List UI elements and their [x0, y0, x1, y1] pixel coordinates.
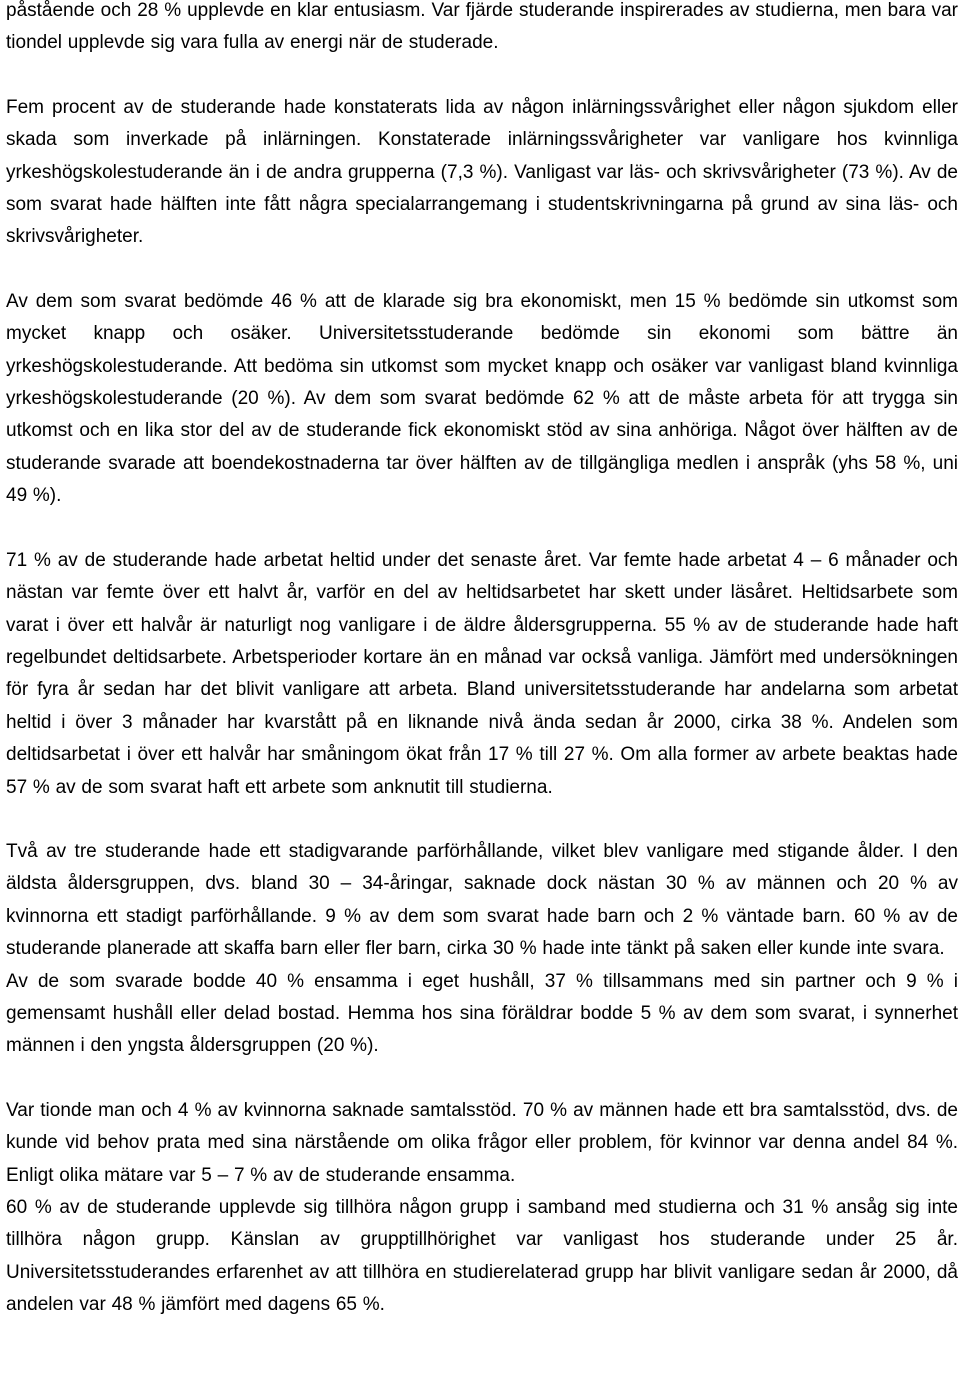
paragraph-support: Var tionde man och 4 % av kvinnorna saknade samtalsstöd. 70 % av männen hade ett bra samtalsstöd, dvs. de kunde vid behov prata med sina närstående om olika frågor eller problem, för kvinnor var denna andel 84 %. Enligt olika mätare var 5 – 7 % av de studerande ensamma. [6, 1099, 958, 1186]
paragraph-work: 71 % av de studerande hade arbetat heltid under det senaste året. Var femte hade arbetat 4 – 6 månader och nästan var femte över ett halvt år, varför en del av heltidsarbetet har skett under läsåret. Heltidsarbete som varat i över ett halvår är naturligt nog vanligare i de äldre åldersgrupperna. 55 % av de studerande hade haft regelbundet deltidsarbete. Arbetsperioder kortare än en månad var också vanliga. Jämfört med undersökningen för fyra år sedan har det blivit vanligare att arbeta. Bland universitetsstuderande har andelarna som arbetat heltid i över 3 månader har kvarstått på en liknande nivå ända sedan år 2000, cirka 38 %. Andelen som deltidsarbetat i över ett halvår har småningom ökat från 17 % till 27 %. Om alla former av arbete beaktas hade 57 % av de som svarat haft ett arbete som anknutit till studierna. [6, 549, 958, 798]
paragraph-learning-difficulties: Fem procent av de studerande hade konstaterats lida av någon inlärningssvårighet eller någon sjukdom eller skada som inverkade på inlärningen. Konstaterade inlärningssvårigheter var vanligare hos kvinnliga yrkeshögskolestuderande än i de andra grupperna (7,3 %). Vanligast var läs- och skrivsvårigheter (73 %). Av de som svarat hade hälften inte fått några specialarrangemang i studentskrivningarna på grund av sina läs- och skrivsvårigheter. [6, 96, 958, 248]
paragraph-housing: Av de som svarade bodde 40 % ensamma i eget hushåll, 37 % tillsammans med sin partner och 9 % i gemensamt hushåll eller delad bostad. Hemma hos sina föräldrar bodde 5 % av dem som svarat, i synnerhet männen i den yngsta åldersgruppen (20 %). [6, 970, 958, 1057]
paragraph-economy: Av dem som svarat bedömde 46 % att de klarade sig bra ekonomiskt, men 15 % bedömde sin utkomst som mycket knapp och osäker. Universitetsstuderande bedömde sin ekonomi som bättre än yrkeshögskolestuderande. Att bedöma sin utkomst som mycket knapp och osäker var vanligast bland kvinnliga yrkeshögskolestuderande (20 %). Av dem som svarat bedömde 62 % att de måste arbeta för att trygga sin utkomst och en lika stor del av de studerande fick ekonomiskt stöd av sina anhöriga. Något över hälften av de studerande svarade att boendekostnaderna tar över hälften av de tillgängliga medlen i anspråk (yhs 58 %, uni 49 %). [6, 290, 958, 507]
document-page [6, 0, 958, 1322]
paragraph-belonging: 60 % av de studerande upplevde sig tillhöra någon grupp i samband med studierna och 31 % ansåg sig inte tillhöra någon grupp. Känslan av grupptillhörighet var vanligast hos studerande under 25 år. Universitetsstuderandes erfarenhet av att tillhöra en studierelaterad grupp har blivit vanligare sedan år 2000, då andelen var 48 % jämfört med dagens 65 %. [6, 1197, 958, 1316]
paragraph-enthusiasm: påstående och 28 % upplevde en klar entusiasm. Var fjärde studerande inspirerades av studierna, men bara var tiondel upplevde sig vara fulla av energi när de studerade. [6, 0, 958, 54]
paragraph-relationships: Två av tre studerande hade ett stadigvarande parförhållande, vilket blev vanligare med stigande ålder. I den äldsta åldersgruppen, dvs. bland 30 – 34-åringar, saknade dock nästan 30 % av männen och 20 % av kvinnorna ett stadigt parförhållande. 9 % av dem som svarat hade barn och 2 % väntade barn. 60 % av de studerande planerade att skaffa barn eller fler barn, cirka 30 % hade inte tänkt på saken eller kunde inte svara. [6, 840, 958, 960]
